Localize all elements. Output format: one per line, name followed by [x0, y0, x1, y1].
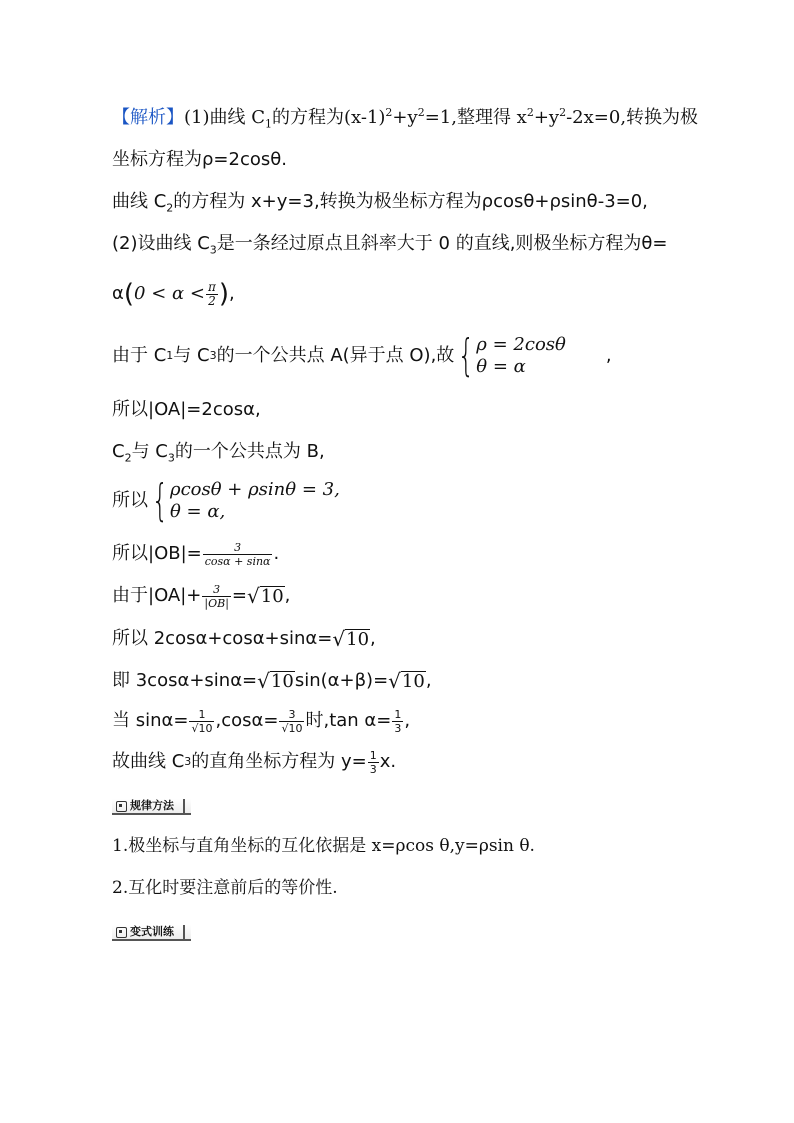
fraction-1-over-sqrt10: $\frac{1}{√10}$: [191, 707, 213, 735]
badge-icon: [116, 801, 127, 812]
solution-line-1: 【解析】(1)曲线 $C_1$的方程为$(x-1)^2+y^2=1$,整理得 $x^2+y^2-2x=0$,转换为极: [112, 106, 699, 131]
solution-line-15: 故曲线 C 3 的直角坐标方程为 y= $\frac{1}{3}$ x.: [112, 748, 397, 776]
solution-line-7: 所以|OA|=2cosα,: [112, 399, 261, 420]
fraction-1-over-3: $\frac{1}{3}$: [369, 748, 377, 776]
solution-line-4: (2)设曲线 $C_3$是一条经过原点且斜率大于 0 的直线,则极坐标方程为θ=: [112, 233, 668, 257]
fraction-pi-over-2: $\frac{\pi}{2}$: [207, 279, 216, 308]
solution-line-2: 坐标方程为ρ=2cosθ.: [112, 149, 287, 170]
solution-line-6: 由于 C 1 与 C 3 的一个公共点 A(异于点 O),故 { ρ = 2cosθ θ = α ,: [112, 330, 612, 381]
solution-line-5: α ( 0 < α < $\frac{\pi}{2}$ ) ,: [112, 279, 235, 309]
solution-line-3: 曲线 $C_2$的方程为 x+y=3,转换为极坐标方程为ρcosθ+ρsinθ-3=0,: [112, 191, 648, 215]
fraction-1-over-3: $\frac{1}{3}$: [394, 707, 402, 735]
method-item-1: 1.极坐标与直角坐标的互化依据是 x=ρcos θ,y=ρsin θ.: [112, 836, 535, 856]
fraction-ob: $\frac{3}{\cos\alpha + \sin\alpha}$: [204, 540, 271, 568]
solution-line-12: 所以 2cosα+cosα+sinα= √ 10 ,: [112, 627, 376, 651]
practice-badge: 变式训练: [112, 925, 191, 941]
solution-tag: 【解析】: [112, 107, 184, 128]
fraction-3-over-sqrt10: $\frac{3}{√10}$: [281, 707, 303, 735]
sqrt-10: √ 10: [257, 669, 294, 693]
solution-line-10: 所以|OB|= $\frac{3}{\cos\alpha + \sin\alpha}$ .: [112, 540, 280, 568]
solution-line-8: $C_2$与 $C_3$的一个公共点为 B,: [112, 441, 325, 465]
solution-line-9: 所以 { ρcosθ + ρsinθ = 3, θ = α,: [112, 475, 340, 526]
sqrt-10: √ 10: [247, 584, 284, 608]
method-badge: 规律方法: [112, 799, 191, 815]
sqrt-10: √ 10: [388, 669, 425, 693]
equation-system-1: ρ = 2cosθ θ = α: [476, 334, 566, 377]
fraction-3-over-ob: $\frac{3}{|OB|}$: [204, 582, 229, 610]
equation-system-2: ρcosθ + ρsinθ = 3, θ = α,: [170, 479, 340, 522]
badge-icon: [116, 927, 127, 938]
solution-line-11: 由于|OA|+ $\frac{3}{|OB|}$ = √ 10 ,: [112, 582, 291, 610]
solution-line-14: 当 sinα= $\frac{1}{√10}$ ,cosα= $\frac{3}{√10}$ 时,tan α= $\frac{1}{3}$ ,: [112, 707, 411, 735]
solution-line-13: 即 3cosα+sinα= √ 10 sin(α+β)= √ 10 ,: [112, 669, 432, 693]
method-item-2: 2.互化时要注意前后的等价性.: [112, 878, 338, 898]
sqrt-10: √ 10: [332, 627, 370, 651]
